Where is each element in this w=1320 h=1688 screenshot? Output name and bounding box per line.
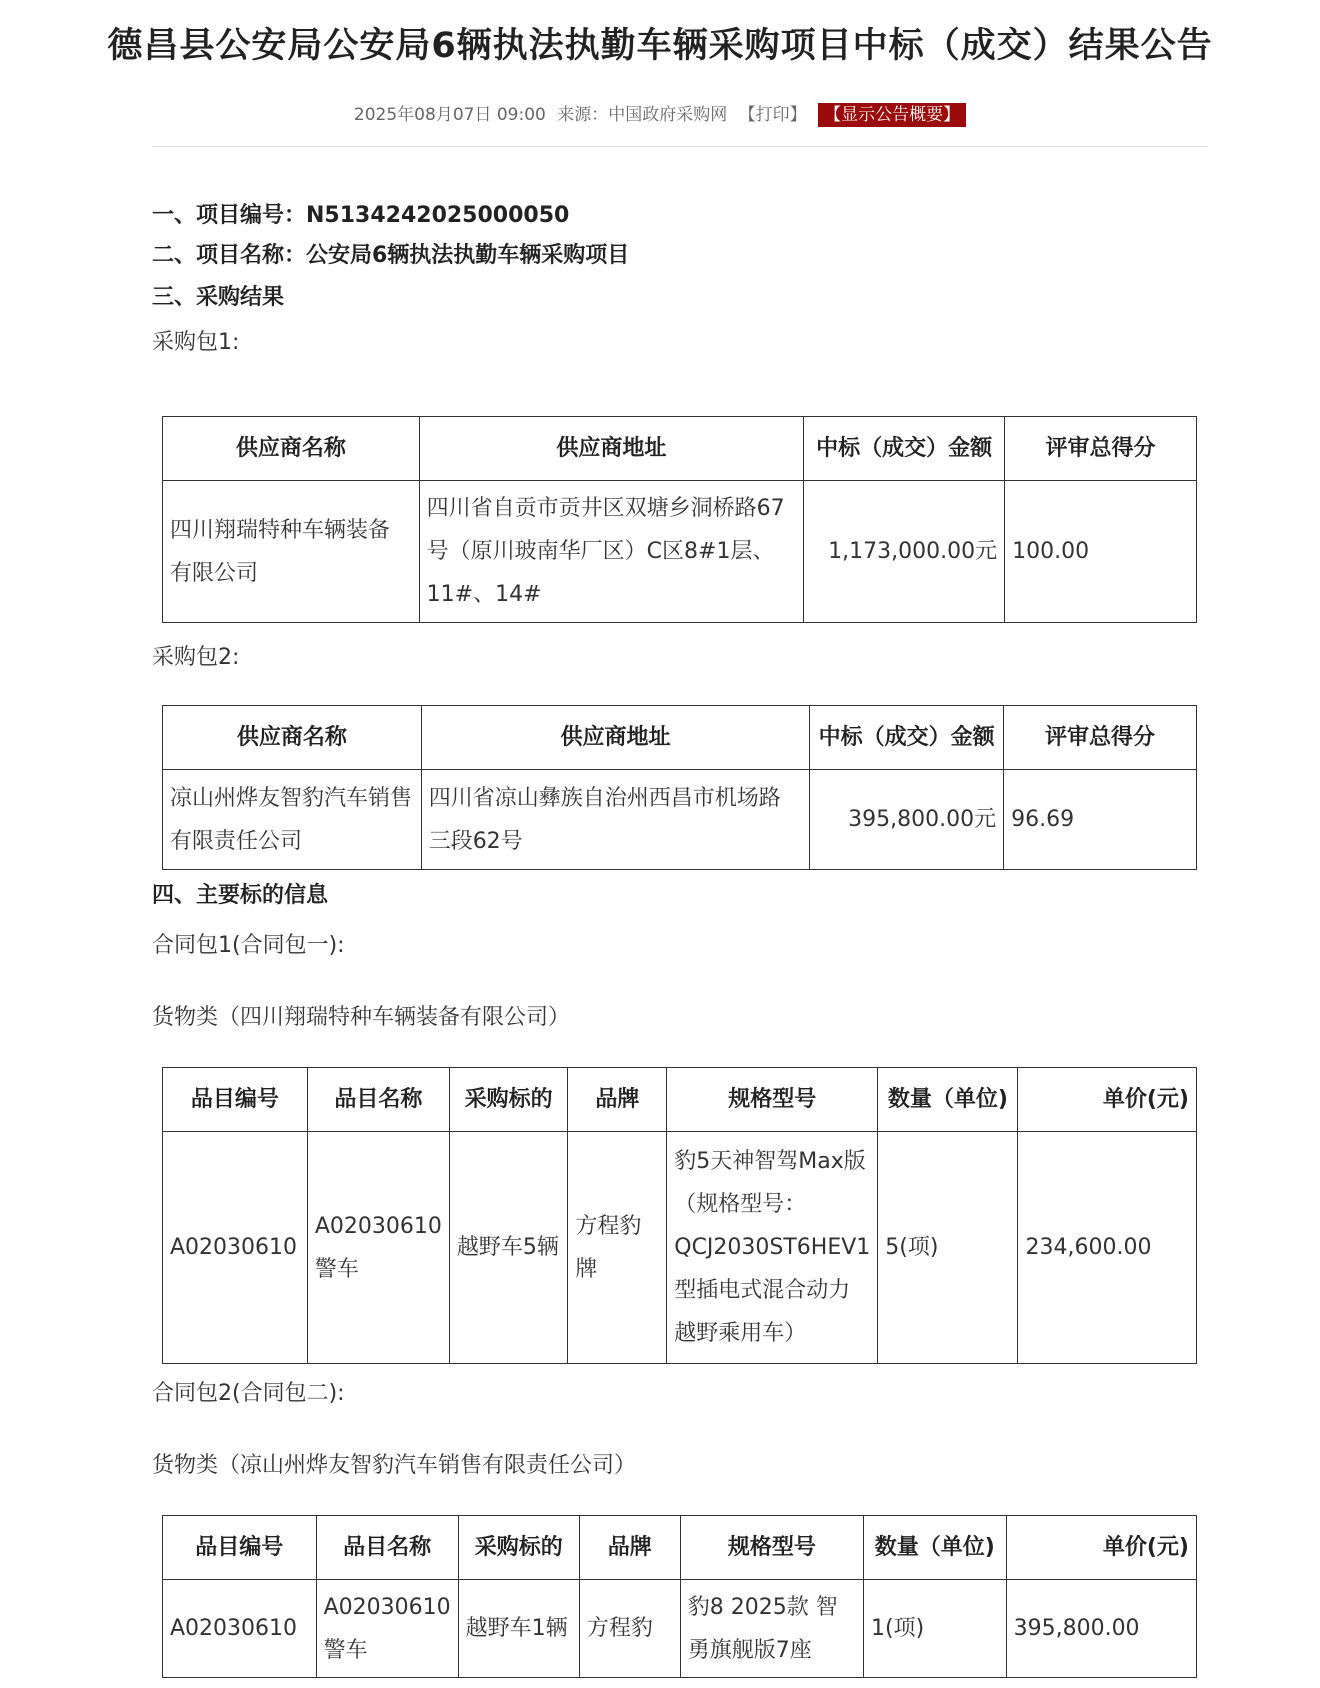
table-row	[163, 1132, 1197, 1364]
header-total-score: 评审总得分	[1004, 706, 1197, 770]
show-summary-button[interactable]: 【显示公告概要】	[818, 103, 966, 127]
header-item-name: 品目名称	[316, 1516, 458, 1580]
item-name: A02030610警车	[316, 1580, 458, 1678]
unit-price: 234,600.00	[1018, 1132, 1197, 1364]
total-score: 96.69	[1004, 770, 1197, 870]
project-number: 一、项目编号：N5134242025000050	[152, 203, 570, 228]
header-item-code: 品目编号	[163, 1068, 308, 1132]
header-item-code: 品目编号	[163, 1516, 317, 1580]
header-brand: 品牌	[579, 1516, 680, 1580]
header-spec: 规格型号	[667, 1068, 878, 1132]
quantity: 1(项)	[864, 1580, 1007, 1678]
package-1-label: 采购包1:	[152, 330, 240, 355]
results-table-package-2	[162, 705, 1197, 870]
divider	[152, 146, 1208, 147]
supplier-address: 四川省自贡市贡井区双塘乡洞桥路67号（原川玻南华厂区）C区8#1层、11#、14#	[419, 481, 804, 623]
brand: 方程豹	[579, 1580, 680, 1678]
item-code: A02030610	[163, 1132, 308, 1364]
table-row	[163, 481, 1197, 623]
brand: 方程豹牌	[568, 1132, 667, 1364]
quantity: 5(项)	[878, 1132, 1018, 1364]
header-total-score: 评审总得分	[1005, 417, 1197, 481]
header-quantity: 数量（单位)	[878, 1068, 1018, 1132]
header-unit-price: 单价(元)	[1018, 1068, 1197, 1132]
subject: 越野车5辆	[449, 1132, 568, 1364]
items-table-contract-1	[162, 1067, 1197, 1364]
item-code: A02030610	[163, 1580, 317, 1678]
table-header-row	[163, 706, 1197, 770]
table-header-row	[163, 1068, 1197, 1132]
source: 来源：中国政府采购网	[557, 105, 728, 125]
main-items-heading: 四、主要标的信息	[152, 883, 329, 908]
publish-datetime: 2025年08月07日 09:00	[353, 105, 546, 125]
procurement-result-heading: 三、采购结果	[152, 285, 285, 310]
total-score: 100.00	[1005, 481, 1197, 623]
supplier-address: 四川省凉山彝族自治州西昌市机场路三段62号	[421, 770, 810, 870]
header-supplier-address: 供应商地址	[421, 706, 810, 770]
spec: 豹8 2025款 智勇旗舰版7座	[680, 1580, 863, 1678]
supplier-name: 凉山州烨友智豹汽车销售有限责任公司	[163, 770, 422, 870]
header-supplier-name: 供应商名称	[163, 706, 422, 770]
page-title: 德昌县公安局公安局6辆执法执勤车辆采购项目中标（成交）结果公告	[107, 26, 1213, 66]
header-unit-price: 单价(元)	[1006, 1516, 1196, 1580]
header-spec: 规格型号	[680, 1516, 863, 1580]
header-award-amount: 中标（成交）金额	[804, 417, 1005, 481]
table-row	[163, 1580, 1197, 1678]
header-supplier-name: 供应商名称	[163, 417, 420, 481]
header-award-amount: 中标（成交）金额	[810, 706, 1004, 770]
table-row	[163, 770, 1197, 870]
project-name: 二、项目名称：公安局6辆执法执勤车辆采购项目	[152, 243, 630, 268]
meta-bar	[0, 100, 1320, 125]
contract-1-label: 合同包1(合同包一):	[152, 933, 345, 958]
spec: 豹5天神智驾Max版（规格型号：QCJ2030ST6HEV1型插电式混合动力越野乘用车）	[667, 1132, 878, 1364]
items-table-contract-2	[162, 1515, 1197, 1678]
contract-2-category: 货物类（凉山州烨友智豹汽车销售有限责任公司）	[152, 1453, 637, 1478]
subject: 越野车1辆	[458, 1580, 579, 1678]
table-header-row	[163, 1516, 1197, 1580]
package-2-label: 采购包2:	[152, 645, 240, 670]
header-supplier-address: 供应商地址	[419, 417, 804, 481]
results-table-package-1	[162, 416, 1197, 623]
header-item-name: 品目名称	[307, 1068, 449, 1132]
contract-1-category: 货物类（四川翔瑞特种车辆装备有限公司）	[152, 1005, 571, 1030]
header-subject: 采购标的	[449, 1068, 568, 1132]
header-quantity: 数量（单位)	[864, 1516, 1007, 1580]
contract-2-label: 合同包2(合同包二):	[152, 1381, 345, 1406]
item-name: A02030610警车	[307, 1132, 449, 1364]
award-amount: 1,173,000.00元	[804, 481, 1005, 623]
header-subject: 采购标的	[458, 1516, 579, 1580]
header-brand: 品牌	[568, 1068, 667, 1132]
supplier-name: 四川翔瑞特种车辆装备有限公司	[163, 481, 420, 623]
award-amount: 395,800.00元	[810, 770, 1004, 870]
table-header-row	[163, 417, 1197, 481]
unit-price: 395,800.00	[1006, 1580, 1196, 1678]
print-link[interactable]: 【打印】	[738, 105, 807, 125]
